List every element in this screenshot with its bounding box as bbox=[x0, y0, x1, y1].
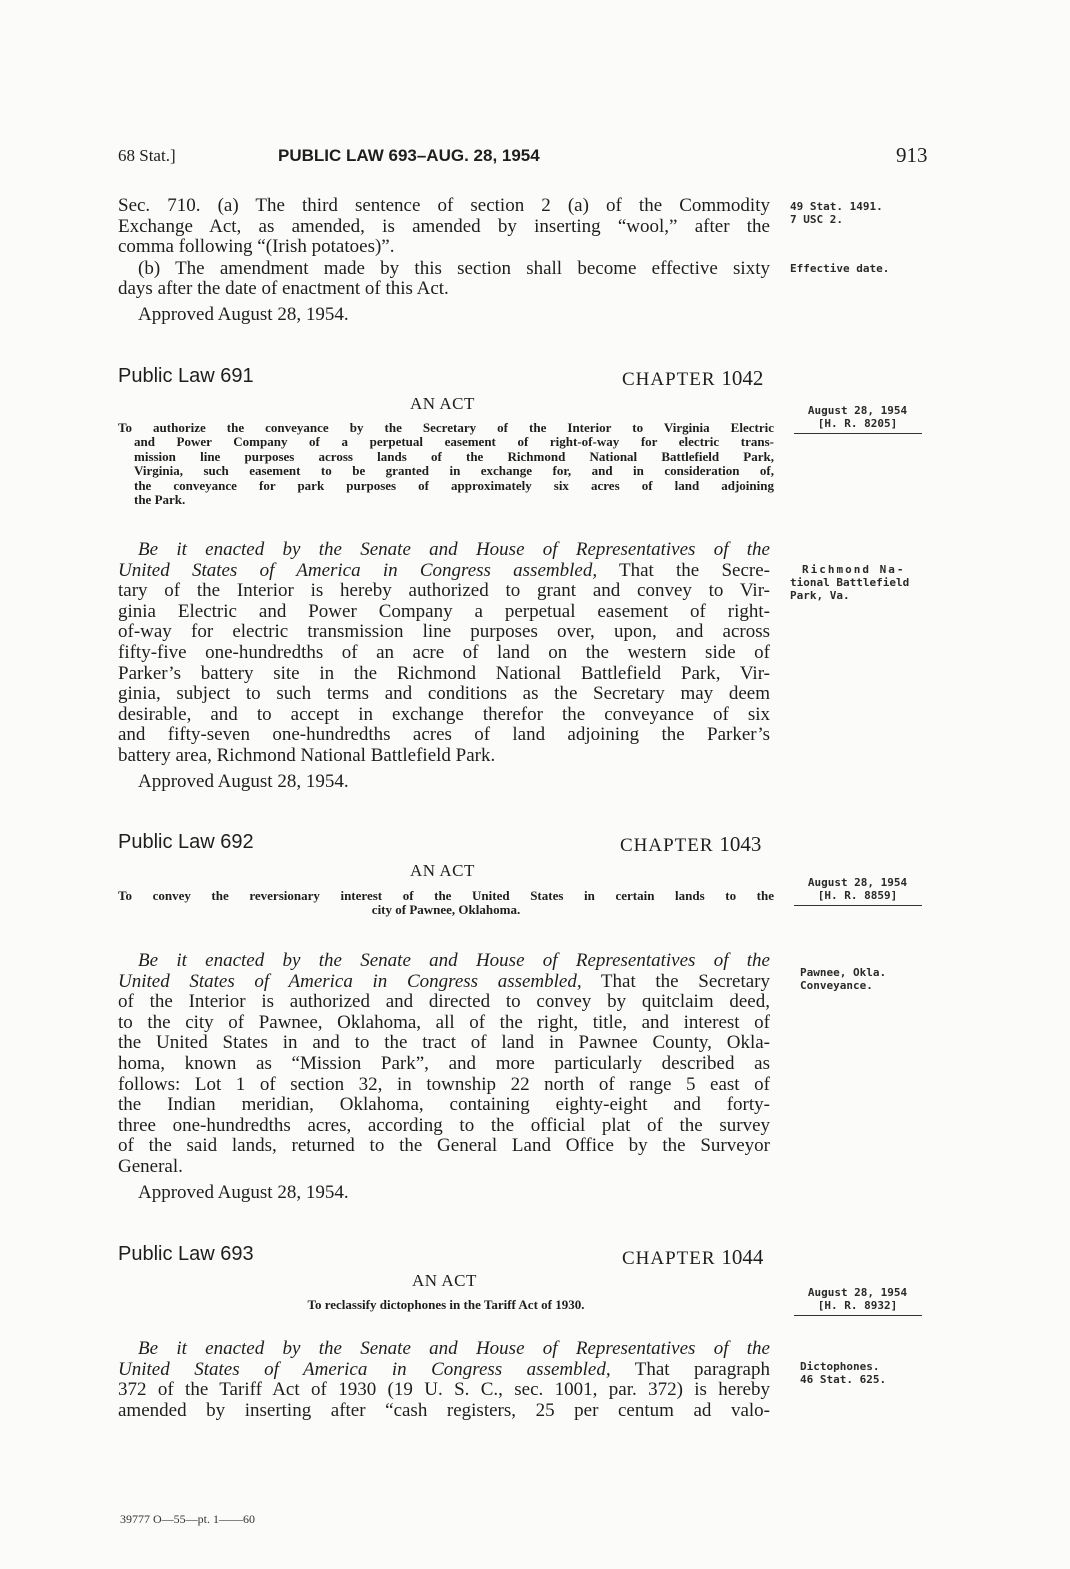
margin-date: August 28, 1954 bbox=[807, 876, 908, 889]
margin-line: 7 USC 2. bbox=[790, 213, 843, 226]
approved-date: Approved August 28, 1954. bbox=[138, 1181, 349, 1203]
text-line: and Power Company of a perpetual easement of right-of-way for electric trans- bbox=[134, 434, 774, 450]
margin-date-bill bbox=[790, 876, 925, 906]
text-line: and fifty-seven one-hundredths acres of land adjoining the Parker’s bbox=[118, 724, 770, 746]
text-line: To authorize the conveyance by the Secretary of the Interior to Virginia Electric bbox=[118, 420, 774, 435]
margin-line: tional Battlefield bbox=[790, 576, 910, 589]
text-line: (b) The amendment made by this section shall become effective sixty bbox=[138, 257, 770, 279]
text-line bbox=[118, 1360, 770, 1381]
public-law-number: Public Law 691 bbox=[118, 365, 254, 387]
enacting-clause: Be it enacted by the Senate and House of Representatives of the bbox=[138, 539, 770, 560]
margin-rule bbox=[794, 905, 922, 906]
margin-line: 49 Stat. 1491. bbox=[790, 200, 883, 213]
act-purpose bbox=[118, 1298, 774, 1312]
an-act-heading: AN ACT bbox=[410, 394, 475, 413]
text-line: comma following “(Irish potatoes)”. bbox=[118, 236, 395, 258]
enacting-clause: United States of America in Congress assembled, bbox=[118, 1358, 611, 1380]
chapter-word: CHAPTER bbox=[622, 1248, 716, 1269]
text-line: homa, known as “Mission Park”, and more particularly described as bbox=[118, 1052, 770, 1074]
enacting-clause: Be it enacted by the Senate and House of Representatives of the bbox=[138, 1338, 770, 1359]
text-line: desirable, and to accept in exchange therefor the conveyance of six bbox=[118, 703, 770, 725]
public-law-number: Public Law 693 bbox=[118, 1243, 254, 1265]
act-body bbox=[118, 540, 770, 792]
approved-date: Approved August 28, 1954. bbox=[138, 770, 349, 792]
header-volume: 68 Stat.] bbox=[118, 146, 176, 165]
text-line: of the Interior is authorized and directed to convey by quitclaim deed, bbox=[118, 991, 770, 1013]
text-line: the conveyance for park purposes of approximately six acres of land adjoining bbox=[134, 477, 774, 493]
margin-citation bbox=[790, 200, 925, 226]
chapter-number: 1043 bbox=[719, 832, 762, 856]
approved-date: Approved August 28, 1954. bbox=[138, 303, 349, 325]
margin-line: Conveyance. bbox=[800, 979, 873, 992]
text-line: of-way for electric transmission line purposes over, upon, and across bbox=[118, 621, 770, 643]
margin-bill: [H. R. 8205] bbox=[817, 417, 898, 430]
page-number: 913 bbox=[896, 143, 928, 167]
text-line: follows: Lot 1 of section 32, in township 22 north of range 5 east of bbox=[118, 1073, 770, 1095]
act-body bbox=[118, 1339, 770, 1421]
text-line bbox=[118, 1339, 770, 1360]
header-title: PUBLIC LAW 693–AUG. 28, 1954 bbox=[278, 146, 540, 165]
chapter-word: CHAPTER bbox=[622, 369, 716, 390]
text-line: the Indian meridian, Oklahoma, containing eighty-eight and forty- bbox=[118, 1094, 770, 1116]
margin-rule bbox=[794, 1315, 922, 1316]
margin-note bbox=[790, 966, 925, 992]
margin-line: Park, Va. bbox=[790, 589, 850, 602]
text-line: Exchange Act, as amended, is amended by inserting “wool,” after the bbox=[118, 215, 770, 237]
chapter-word: CHAPTER bbox=[620, 835, 714, 856]
text-line: amended by inserting after “cash registers, 25 per centum ad valo- bbox=[118, 1399, 770, 1421]
text-line: Sec. 710. (a) The third sentence of section 2 (a) of the Commodity bbox=[118, 195, 770, 216]
act-body bbox=[118, 951, 770, 1203]
enacting-clause: United States of America in Congress assembled, bbox=[118, 970, 582, 992]
enacting-clause: United States of America in Congress assembled, bbox=[118, 559, 598, 581]
chapter-heading bbox=[622, 366, 763, 391]
text-line bbox=[118, 972, 770, 993]
text-line: mission line purposes across lands of the Richmond National Battlefield Park, bbox=[134, 448, 774, 464]
text-fragment: That the Secretary bbox=[581, 970, 770, 992]
an-act-heading: AN ACT bbox=[410, 861, 475, 880]
margin-rule bbox=[794, 433, 922, 434]
margin-bill: [H. R. 8859] bbox=[817, 889, 898, 902]
text-line: city of Pawnee, Oklahoma. bbox=[371, 902, 521, 918]
margin-line: Pawnee, Okla. bbox=[800, 966, 887, 979]
text-line: the Park. bbox=[134, 492, 186, 508]
text-fragment: That paragraph bbox=[610, 1358, 770, 1380]
chapter-heading bbox=[620, 832, 761, 857]
text-line: to the city of Pawnee, Oklahoma, all of the right, title, and interest of bbox=[118, 1011, 770, 1033]
text-line: To reclassify dictophones in the Tariff Act of 1930. bbox=[307, 1297, 585, 1312]
act-purpose bbox=[118, 421, 774, 507]
act-purpose bbox=[118, 889, 774, 918]
chapter-heading bbox=[622, 1245, 763, 1270]
text-line: ginia Electric and Power Company a perpetual easement of right- bbox=[118, 600, 770, 622]
margin-note bbox=[790, 1360, 925, 1386]
text-line: the United States in and to the tract of land in Pawnee County, Okla- bbox=[118, 1032, 770, 1054]
print-code-footer: 39777 O—55—pt. 1——60 bbox=[120, 1512, 255, 1526]
text-line: General. bbox=[118, 1155, 183, 1177]
text-line: days after the date of enactment of this Act. bbox=[118, 278, 449, 300]
margin-effective-date: Effective date. bbox=[790, 262, 890, 275]
margin-line: 46 Stat. 625. bbox=[800, 1373, 887, 1386]
margin-date: August 28, 1954 bbox=[807, 404, 908, 417]
text-line: of the said lands, returned to the General Land Office by the Surveyor bbox=[118, 1135, 770, 1157]
text-line: Parker’s battery site in the Richmond National Battlefield Park, Vir- bbox=[118, 662, 770, 684]
margin-line: Richmond Na- bbox=[802, 563, 906, 576]
margin-line: Dictophones. bbox=[800, 1360, 880, 1373]
text-line: three one-hundredths acres, according to the official plat of the survey bbox=[118, 1114, 770, 1136]
text-line bbox=[118, 540, 770, 561]
sec710 bbox=[118, 196, 770, 326]
text-line: fifty-five one-hundredths of an acre of land on the western side of bbox=[118, 641, 770, 663]
margin-note bbox=[790, 563, 925, 602]
margin-bill: [H. R. 8932] bbox=[817, 1299, 898, 1312]
margin-date: August 28, 1954 bbox=[807, 1286, 908, 1299]
text-line: ginia, subject to such terms and conditions as the Secretary may deem bbox=[118, 683, 770, 705]
text-fragment: That the Secre- bbox=[597, 559, 770, 581]
chapter-number: 1044 bbox=[721, 1245, 764, 1269]
text-line bbox=[118, 561, 770, 582]
text-line: Virginia, such easement to be granted in exchange for, and in consideration of, bbox=[134, 463, 774, 479]
public-law-number: Public Law 692 bbox=[118, 831, 254, 853]
an-act-heading: AN ACT bbox=[412, 1271, 477, 1290]
margin-date-bill bbox=[790, 1286, 925, 1316]
text-line: tary of the Interior is hereby authorized to grant and convey to Vir- bbox=[118, 580, 770, 602]
enacting-clause: Be it enacted by the Senate and House of Representatives of the bbox=[138, 950, 770, 971]
margin-date-bill bbox=[790, 404, 925, 434]
chapter-number: 1042 bbox=[721, 366, 764, 390]
text-line: battery area, Richmond National Battlefield Park. bbox=[118, 744, 496, 766]
text-line: 372 of the Tariff Act of 1930 (19 U. S. C., sec. 1001, par. 372) is hereby bbox=[118, 1379, 770, 1401]
text-line bbox=[118, 951, 770, 972]
text-line: To convey the reversionary interest of the United States in certain lands to the bbox=[118, 888, 774, 903]
